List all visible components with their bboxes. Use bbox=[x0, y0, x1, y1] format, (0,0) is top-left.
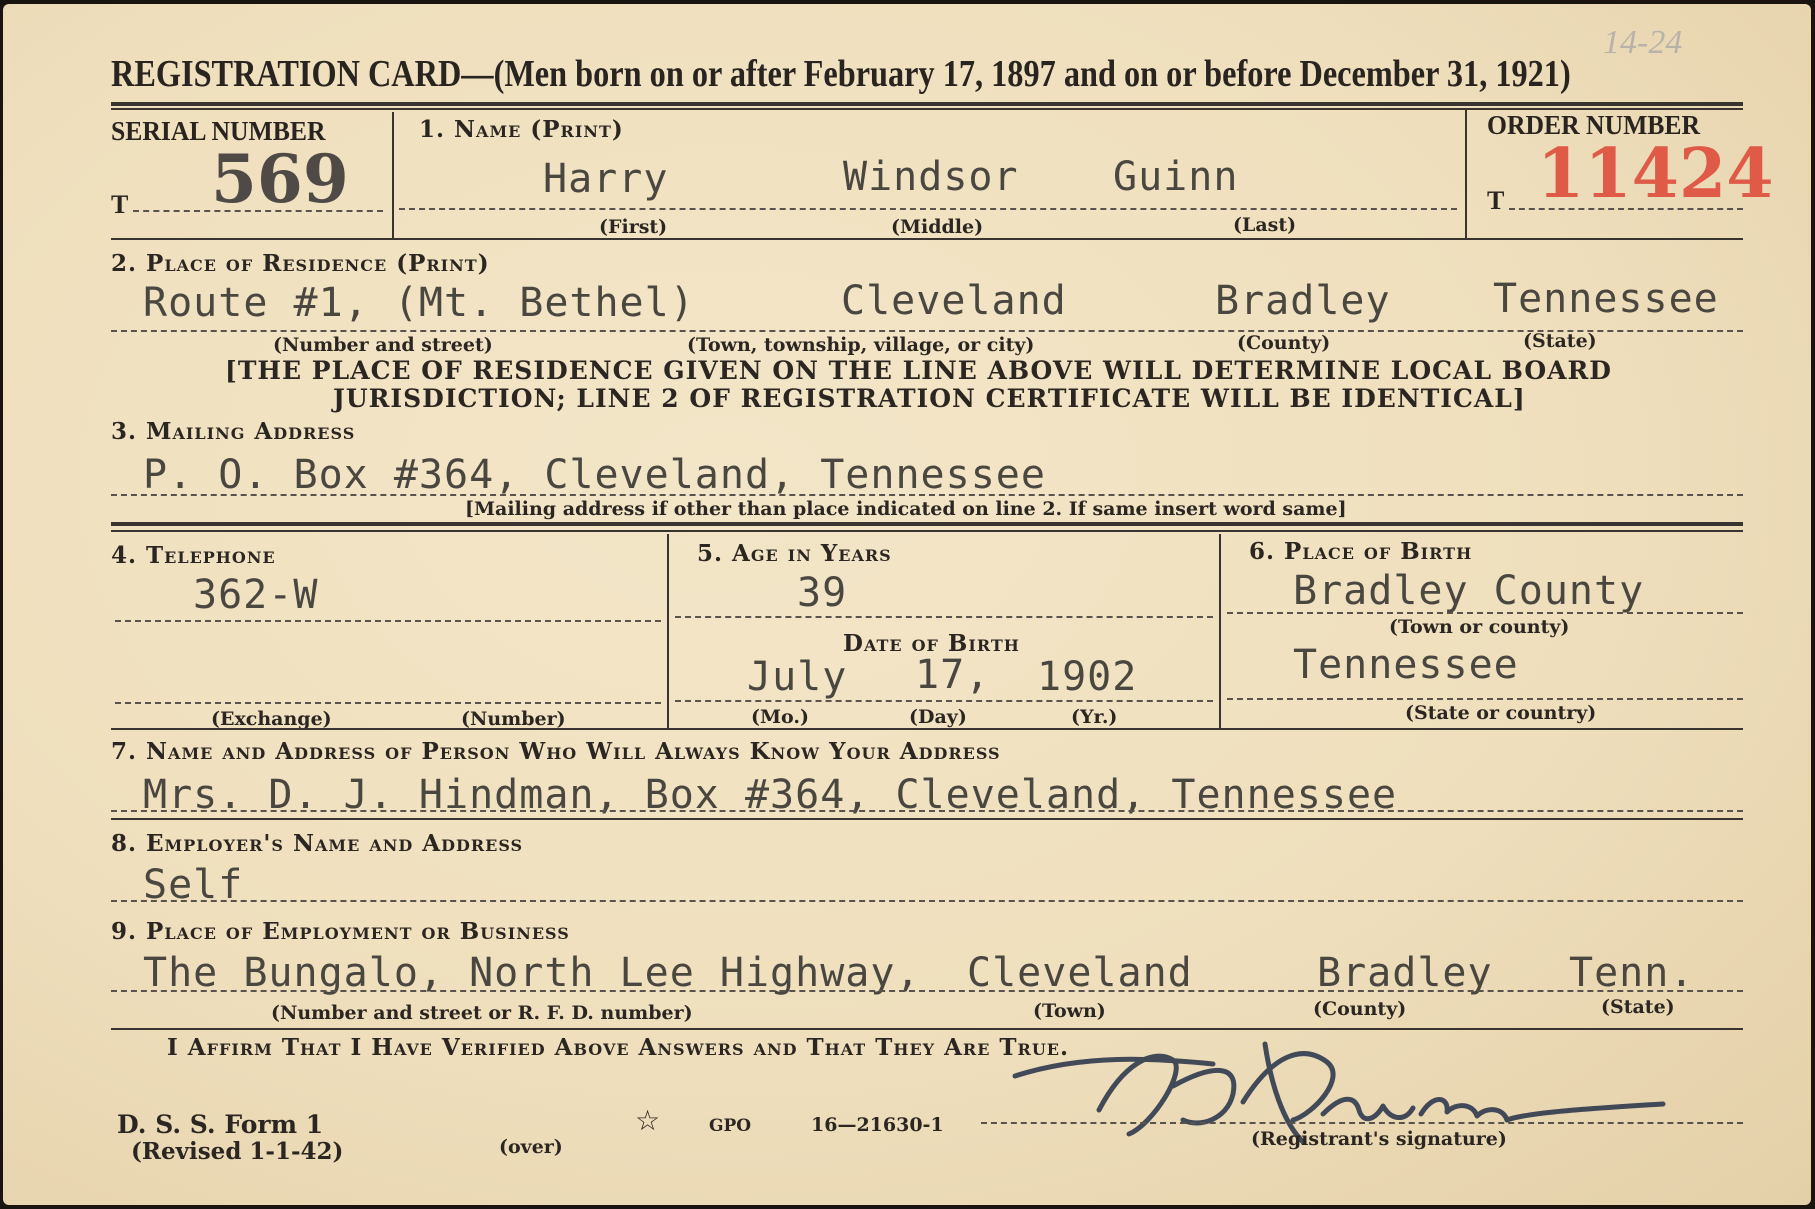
employment-place-label: 9. Place of Employment or Business bbox=[111, 918, 570, 945]
birthplace-state-caption: (State or country) bbox=[1405, 702, 1597, 724]
age-value: 39 bbox=[797, 570, 848, 616]
residence-town-caption: (Town, township, village, or city) bbox=[687, 334, 1035, 356]
last-caption: (Last) bbox=[1233, 214, 1297, 236]
gpo-mark: GPO bbox=[709, 1116, 752, 1136]
star-icon: ☆ bbox=[635, 1104, 661, 1137]
telephone-line-1 bbox=[115, 620, 661, 622]
serial-divider bbox=[392, 112, 394, 238]
tel-age-divider bbox=[667, 534, 669, 730]
revised-date: (Revised 1-1-42) bbox=[131, 1138, 344, 1165]
order-number-label: ORDER NUMBER bbox=[1487, 110, 1701, 140]
residence-county-caption: (County) bbox=[1237, 332, 1331, 354]
contact-label: 7. Name and Address of Person Who Will Always Know Your Address bbox=[111, 738, 1001, 765]
residence-label: 2. Place of Residence (Print) bbox=[111, 250, 490, 277]
card-title: REGISTRATION CARD—(Men born on or after February 17, 1897 and on or before December 31, 1921) bbox=[111, 53, 1571, 95]
dob-year-caption: (Yr.) bbox=[1071, 706, 1118, 728]
employer-label: 8. Employer's Name and Address bbox=[111, 830, 524, 857]
dob-line bbox=[675, 700, 1213, 702]
employment-town-caption: (Town) bbox=[1033, 1000, 1106, 1022]
first-name: Harry bbox=[543, 156, 669, 202]
dob-day: 17, bbox=[915, 652, 991, 698]
serial-number-label: SERIAL NUMBER bbox=[111, 116, 326, 146]
employment-line bbox=[111, 990, 1743, 992]
residence-street-caption: (Number and street) bbox=[273, 334, 493, 356]
name-line bbox=[399, 208, 1457, 210]
last-name: Guinn bbox=[1113, 154, 1239, 200]
employer-value: Self bbox=[143, 862, 244, 908]
dob-month: July bbox=[747, 654, 848, 700]
serial-line bbox=[133, 210, 383, 212]
contact-line bbox=[111, 810, 1743, 812]
contact-rule bbox=[111, 818, 1743, 820]
dob-day-caption: (Day) bbox=[909, 706, 967, 728]
dob-year: 1902 bbox=[1037, 654, 1138, 700]
residence-county: Bradley bbox=[1215, 278, 1391, 324]
order-prefix: T bbox=[1487, 186, 1505, 215]
birthplace-state: Tennessee bbox=[1293, 642, 1519, 688]
mailing-label: 3. Mailing Address bbox=[111, 418, 356, 445]
order-number-value: 11424 bbox=[1537, 134, 1774, 214]
dob-month-caption: (Mo.) bbox=[751, 706, 809, 728]
telephone-value: 362-W bbox=[193, 572, 319, 618]
grid-bottom-rule bbox=[111, 728, 1743, 730]
number-caption: (Number) bbox=[461, 708, 566, 730]
name-section-rule bbox=[111, 238, 1743, 240]
serial-prefix: T bbox=[111, 190, 129, 219]
residence-state-caption: (State) bbox=[1523, 330, 1597, 352]
employment-street-caption: (Number and street or R. F. D. number) bbox=[271, 1002, 693, 1024]
residence-town: Cleveland bbox=[841, 278, 1067, 324]
registration-card bbox=[3, 4, 1811, 1205]
mailing-line bbox=[111, 494, 1743, 496]
age-label: 5. Age in Years bbox=[697, 540, 892, 567]
telephone-line-2 bbox=[115, 702, 661, 704]
employment-state: Tenn. bbox=[1569, 950, 1695, 996]
mailing-rule bbox=[111, 522, 1743, 526]
exchange-caption: (Exchange) bbox=[211, 708, 332, 730]
birthplace-town: Bradley County bbox=[1293, 568, 1645, 614]
employment-state-caption: (State) bbox=[1601, 996, 1675, 1018]
name-label: 1. Name (Print) bbox=[419, 116, 624, 143]
employment-street: The Bungalo, North Lee Highway, bbox=[143, 950, 921, 996]
age-line bbox=[675, 616, 1213, 618]
residence-notice-line-2: JURISDICTION; LINE 2 OF REGISTRATION CERTIFICATE WILL BE IDENTICAL] bbox=[333, 384, 1526, 413]
top-rule bbox=[111, 102, 1743, 106]
age-birth-divider bbox=[1219, 534, 1221, 730]
birthplace-town-caption: (Town or county) bbox=[1389, 616, 1570, 638]
dob-label: Date of Birth bbox=[843, 630, 1020, 657]
telephone-label: 4. Telephone bbox=[111, 542, 276, 569]
middle-name: Windsor bbox=[843, 154, 1019, 200]
signature-caption: (Registrant's signature) bbox=[1251, 1128, 1507, 1150]
order-line bbox=[1509, 208, 1743, 210]
residence-state: Tennessee bbox=[1493, 276, 1719, 322]
order-divider bbox=[1465, 108, 1467, 238]
employer-line bbox=[111, 900, 1743, 902]
form-number: D. S. S. Form 1 bbox=[117, 1110, 324, 1139]
middle-caption: (Middle) bbox=[891, 216, 984, 238]
birthplace-label: 6. Place of Birth bbox=[1249, 538, 1473, 565]
mailing-caption: [Mailing address if other than place indicated on line 2. If same insert word same] bbox=[465, 498, 1347, 520]
mailing-address: P. O. Box #364, Cleveland, Tennessee bbox=[143, 452, 1046, 498]
employment-county-caption: (County) bbox=[1313, 998, 1407, 1020]
over-note: (over) bbox=[499, 1136, 563, 1158]
residence-line bbox=[111, 330, 1743, 332]
employment-county: Bradley bbox=[1317, 950, 1493, 996]
mailing-rule-thin bbox=[111, 530, 1743, 532]
residence-notice-line-1: [THE PLACE OF RESIDENCE GIVEN ON THE LINE ABOVE WILL DETERMINE LOCAL BOARD bbox=[225, 356, 1612, 385]
signature-line bbox=[981, 1122, 1743, 1124]
birthplace-state-line bbox=[1227, 698, 1743, 700]
first-caption: (First) bbox=[599, 216, 668, 238]
print-code: 16—21630-1 bbox=[811, 1114, 944, 1136]
serial-number-value: 569 bbox=[211, 140, 349, 218]
employment-town: Cleveland bbox=[967, 950, 1193, 996]
residence-street: Route #1, (Mt. Bethel) bbox=[143, 280, 695, 326]
contact-value: Mrs. D. J. Hindman, Box #364, Cleveland, Tennessee bbox=[143, 772, 1398, 818]
corner-pencil-note: 14-24 bbox=[1603, 24, 1683, 61]
affirmation-text: I Affirm That I Have Verified Above Answers and That They Are True. bbox=[167, 1034, 1069, 1061]
birthplace-town-line bbox=[1227, 612, 1743, 614]
